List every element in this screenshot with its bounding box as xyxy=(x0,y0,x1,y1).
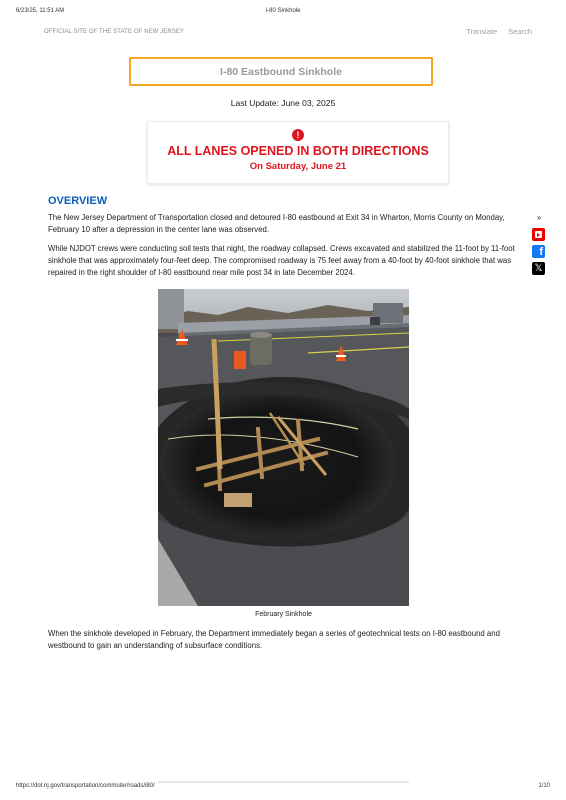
last-update: Last Update: June 03, 2025 xyxy=(230,98,336,108)
overview-paragraph-2: While NJDOT crews were conducting soil tests that night, the roadway collapsed. Crews excavated and stabilized the 11-foot by 11-foot sinkhole that was approximately four-feet deep. The compromised roadway is 75 feet away from a 40-foot by 40-foot sinkhole that was repaired in the right shoulder of I-80 eastbound near mile post 34 in late December 2024. xyxy=(48,244,515,277)
alert-exclamation-icon: ! xyxy=(292,129,304,141)
youtube-icon[interactable] xyxy=(532,228,545,241)
sinkhole-photo xyxy=(158,289,409,606)
top-links xyxy=(457,27,532,36)
alert-headline: ALL LANES OPENED IN BOTH DIRECTIONS xyxy=(167,144,429,158)
print-datetime: 6/23/25, 11:51 AM xyxy=(16,8,65,14)
facebook-icon[interactable] xyxy=(532,245,545,258)
x-icon[interactable]: 𝕏 xyxy=(532,262,545,275)
expand-chevron-icon[interactable]: » xyxy=(536,213,542,222)
alert-banner xyxy=(147,121,449,184)
overview-paragraph-3: When the sinkhole developed in February, the Department immediately began a series of geotechnical tests on I-80 eastbound and westbound to gain an understanding of subsurface conditions. xyxy=(48,629,500,650)
page-title-box xyxy=(129,57,433,86)
print-page-number: 1/10 xyxy=(538,783,550,789)
overview-paragraph-1: The New Jersey Department of Transportation closed and detoured I-80 eastbound at Exit 34 in Wharton, Morris County on Monday, February 10 after a depression in the center lane was observed. xyxy=(48,213,505,234)
overview-heading: OVERVIEW xyxy=(48,195,108,207)
print-url: https://dot.nj.gov/transportation/commuter/roads/i80/ xyxy=(16,783,155,789)
translate-link[interactable]: Translate xyxy=(466,27,498,36)
page-title: I-80 Eastbound Sinkhole xyxy=(220,65,342,78)
search-link[interactable]: Search xyxy=(508,27,532,36)
official-site-label: OFFICIAL SITE OF THE STATE OF NEW JERSEY xyxy=(44,29,185,35)
facebook-glyph: f xyxy=(539,246,543,258)
print-page-title: I-80 Sinkhole xyxy=(265,8,301,14)
state-top-bar xyxy=(44,27,532,39)
photo-caption: February Sinkhole xyxy=(255,611,312,618)
share-rail xyxy=(532,212,546,275)
alert-subheadline: On Saturday, June 21 xyxy=(249,161,347,172)
next-image-edge xyxy=(158,781,409,783)
